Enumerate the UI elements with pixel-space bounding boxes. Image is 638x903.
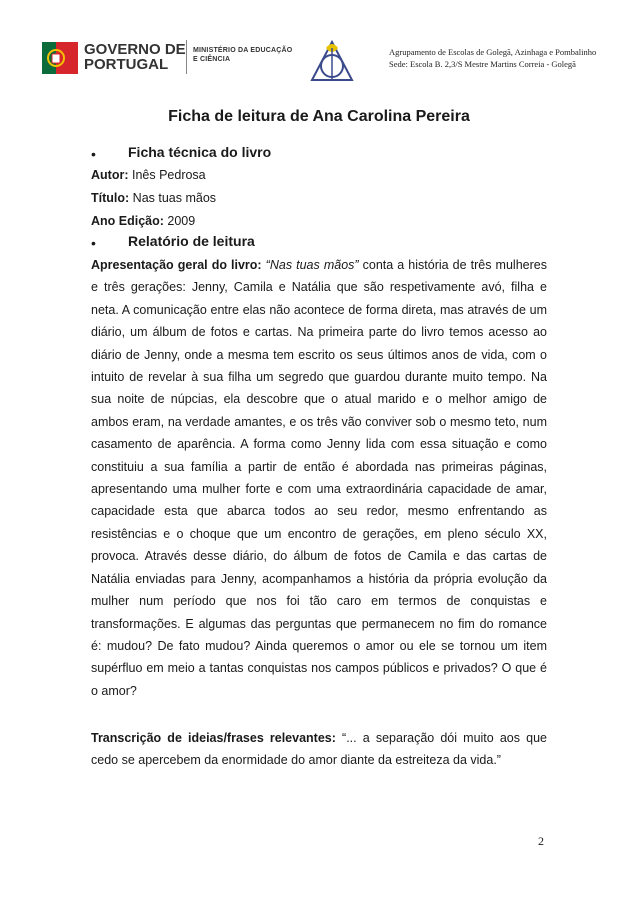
portugal-flag-icon bbox=[40, 40, 80, 76]
overview-text: conta a história de três mulheres e três gerações: Jenny, Camila e Natália que são respetivamente avó, filha e neta. A comunicação entre elas não acontece de forma direta, mas através de um diário, um álbum de fotos e cartas. Na primeira parte do livro temos acesso ao diário de Jenny, onde a mesma tem escrito os seus últimos anos de vida, com o intuito de revelar à sua filha um segredo que guardou durante muito tempo. Na sua noite de núpcias, ela descobre que o atual marido e o melhor amigo de ambos eram, na verdade amantes, e os três vão conviver sob o mesmo teto, num casamento de aparência. A forma como Jenny lida com essa situação e como constituiu a sua família a partir de então é abordada nas primeiras páginas, apresentando uma mulher forte e com uma extraordinária capacidade de amar, capacidade esta que abarca todos ao seu redor, mesmo enfrentando as resistências e o choque que um encontro de gerações, em pleno século XX, provoca. Através desse diário, do álbum de fotos de Camila e das cartas de Natália enviadas para Jenny, acompanhamos a história da própria evolução da mulher num período que nos foi tão caro em termos de conquistas e transformações. E algumas das perguntas que permanecem no fim do romance é: mudou? De fato mudou? Ainda queremos o amor ou ele se tornou um item supérfluo em meio a tantas conquistas nos campos públicos e privados? O que é o amor? bbox=[91, 258, 547, 698]
book-title-value: Nas tuas mãos bbox=[129, 191, 217, 205]
governo-portugal-logo bbox=[40, 40, 300, 76]
header-divider bbox=[186, 40, 187, 74]
section-title-report: Relatório de leitura bbox=[128, 233, 255, 249]
school-logo-icon bbox=[308, 38, 356, 86]
quotes-text: “... a separação dói muito aos que cedo se apercebem da enormidade do amor diante da estreiteza da vida.” bbox=[91, 731, 547, 768]
quotes-paragraph bbox=[91, 727, 547, 772]
ministry-line-2: E CIÊNCIA bbox=[193, 56, 231, 63]
author-line bbox=[91, 168, 206, 182]
ministry-wordmark bbox=[193, 46, 292, 64]
overview-label: Apresentação geral do livro: bbox=[91, 258, 262, 272]
school-info bbox=[389, 46, 596, 70]
book-title-line bbox=[91, 191, 216, 205]
page-header bbox=[0, 0, 638, 100]
gov-line-1: GOVERNO DE bbox=[84, 41, 186, 58]
page-title: Ficha de leitura de Ana Carolina Pereira bbox=[168, 108, 470, 125]
section-title-tech: Ficha técnica do livro bbox=[128, 144, 272, 160]
page-number: 2 bbox=[538, 834, 544, 848]
bullet-icon: • bbox=[91, 235, 96, 251]
author-label: Autor: bbox=[91, 168, 129, 182]
quotes-label: Transcrição de ideias/frases relevantes: bbox=[91, 731, 336, 745]
overview-book-title: “Nas tuas mãos” bbox=[265, 258, 359, 272]
school-name: Agrupamento de Escolas de Golegã, Azinhaga e Pombalinho bbox=[389, 47, 597, 57]
overview-paragraph bbox=[91, 254, 547, 702]
governo-portugal-wordmark bbox=[84, 42, 186, 72]
school-address: Sede: Escola B. 2,3/S Mestre Martins Correia - Golegã bbox=[389, 59, 576, 69]
ministry-line-1: MINISTÉRIO DA EDUCAÇÃO bbox=[193, 47, 293, 54]
book-title-label: Título: bbox=[91, 191, 130, 205]
gov-line-2: PORTUGAL bbox=[84, 56, 169, 73]
edition-year-value: 2009 bbox=[163, 214, 196, 228]
bullet-icon: • bbox=[91, 146, 96, 162]
author-value: Inês Pedrosa bbox=[128, 168, 206, 182]
edition-year-label: Ano Edição: bbox=[91, 214, 164, 228]
edition-year-line bbox=[91, 214, 195, 228]
